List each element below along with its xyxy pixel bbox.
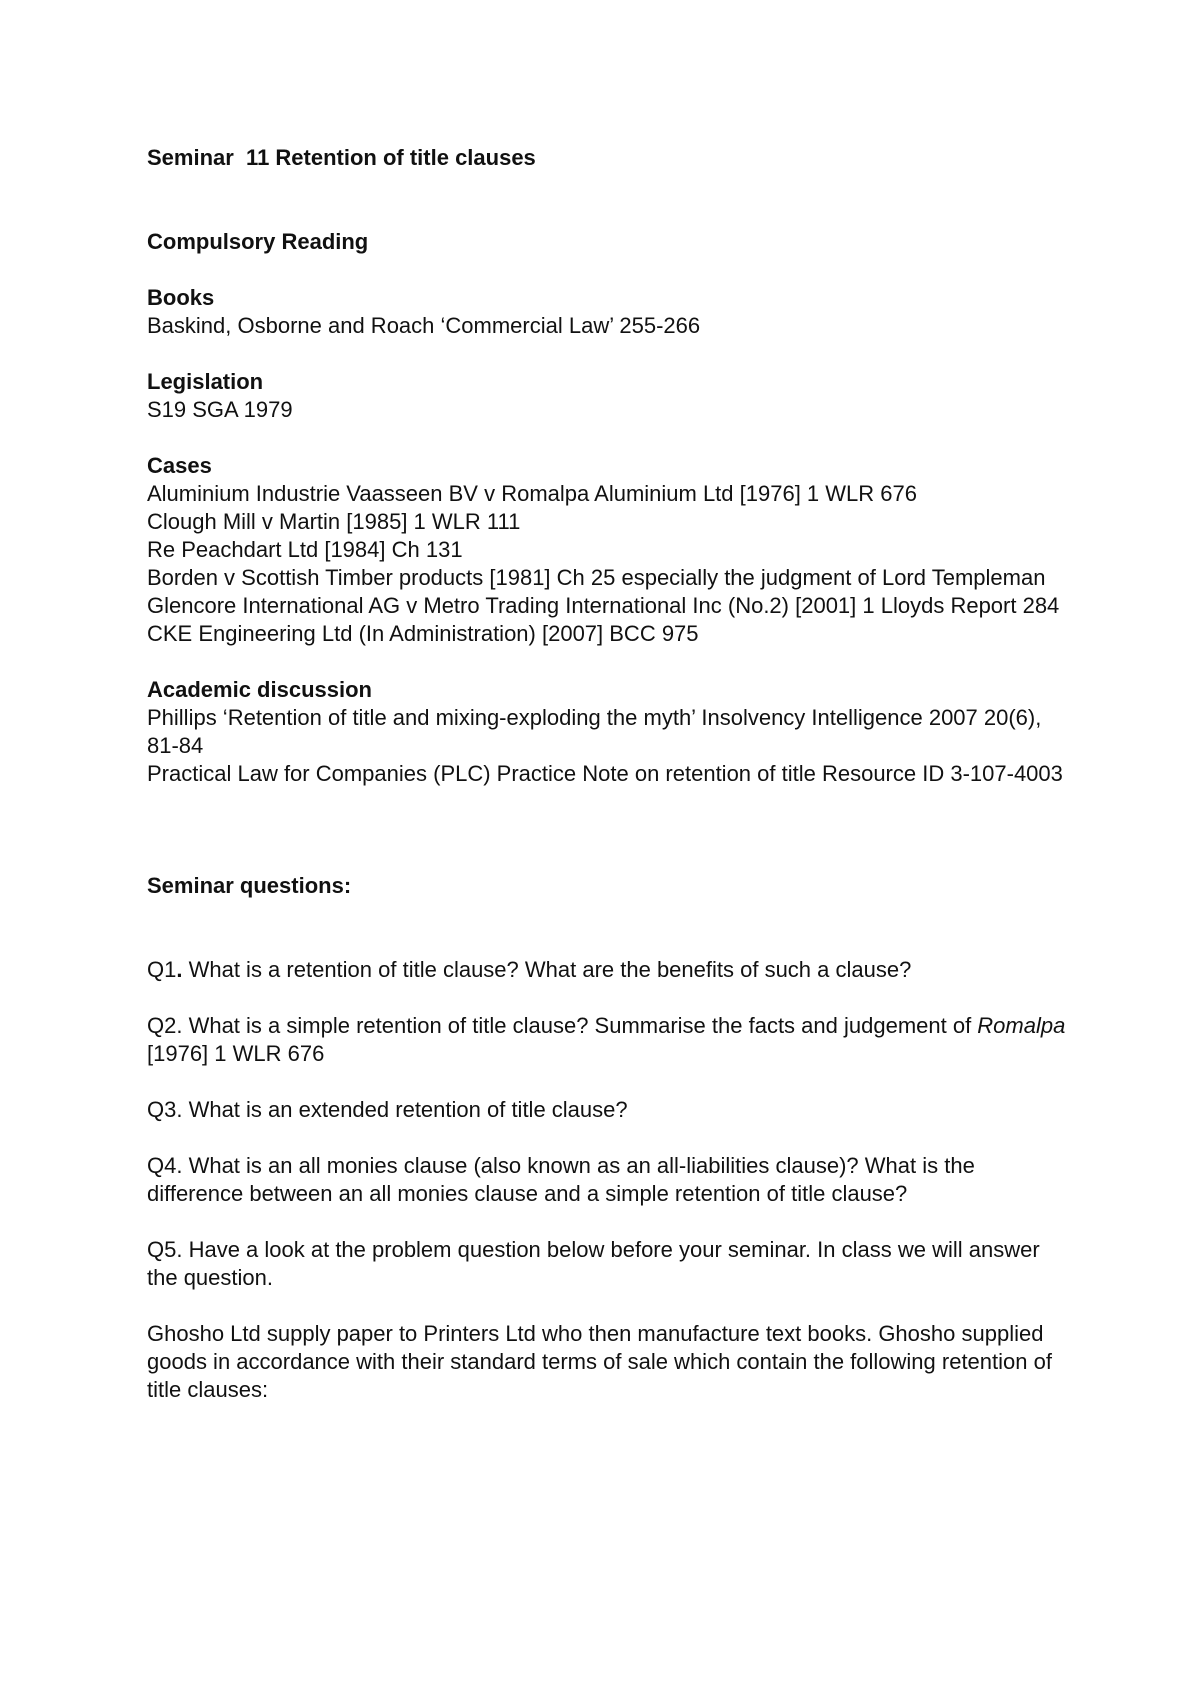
cases-heading: Cases xyxy=(147,453,212,478)
case-item: Clough Mill v Martin [1985] 1 WLR 111 xyxy=(147,509,521,534)
document-title: Seminar 11 Retention of title clauses xyxy=(147,145,536,170)
question-1-text: What is a retention of title clause? What are the benefits of such a clause? xyxy=(182,957,912,982)
spacer xyxy=(147,340,1067,368)
question-2-citation: [1976] 1 WLR 676 xyxy=(147,1041,325,1066)
document-page xyxy=(147,144,1067,1404)
question-2-text: Q2. What is a simple retention of title clause? Summarise the facts and judgement of xyxy=(147,1013,978,1038)
spacer xyxy=(147,900,1067,956)
spacer xyxy=(147,788,1067,872)
spacer xyxy=(147,256,1067,284)
spacer xyxy=(147,172,1067,228)
spacer xyxy=(147,648,1067,676)
academic-item: Practical Law for Companies (PLC) Practice Note on retention of title Resource ID 3-107-4003 xyxy=(147,761,1063,786)
question-2 xyxy=(147,1012,1067,1068)
spacer xyxy=(147,1068,1067,1096)
question-1 xyxy=(147,956,1067,984)
seminar-questions-heading: Seminar questions: xyxy=(147,873,352,898)
spacer xyxy=(147,1292,1067,1320)
case-item: CKE Engineering Ltd (In Administration) [2007] BCC 975 xyxy=(147,621,699,646)
question-1-dot: . xyxy=(176,957,183,982)
spacer xyxy=(147,424,1067,452)
book-item: Baskind, Osborne and Roach ‘Commercial Law’ 255-266 xyxy=(147,313,701,338)
problem-text: Ghosho Ltd supply paper to Printers Ltd who then manufacture text books. Ghosho supplied goods in accordance with their standard terms of sale which contain the following retention of title clauses: xyxy=(147,1321,1052,1402)
legislation-heading: Legislation xyxy=(147,369,264,394)
question-3: Q3. What is an extended retention of title clause? xyxy=(147,1097,628,1122)
spacer xyxy=(147,984,1067,1012)
spacer xyxy=(147,1208,1067,1236)
spacer xyxy=(147,1124,1067,1152)
question-1-number: Q1 xyxy=(147,957,177,982)
academic-item: Phillips ‘Retention of title and mixing-exploding the myth’ Insolvency Intelligence 2007 20(6), 81-84 xyxy=(147,705,1042,758)
question-5: Q5. Have a look at the problem question below before your seminar. In class we will answer the question. xyxy=(147,1237,1040,1290)
case-item: Re Peachdart Ltd [1984] Ch 131 xyxy=(147,537,463,562)
compulsory-reading-heading: Compulsory Reading xyxy=(147,229,369,254)
academic-discussion-heading: Academic discussion xyxy=(147,677,372,702)
legislation-item: S19 SGA 1979 xyxy=(147,397,293,422)
case-item: Borden v Scottish Timber products [1981] Ch 25 especially the judgment of Lord Templeman xyxy=(147,565,1046,590)
case-item: Glencore International AG v Metro Trading International Inc (No.2) [2001] 1 Lloyds Report 284 xyxy=(147,593,1060,618)
question-4: Q4. What is an all monies clause (also known as an all-liabilities clause)? What is the difference between an all monies clause and a simple retention of title clause? xyxy=(147,1153,975,1206)
case-item: Aluminium Industrie Vaasseen BV v Romalpa Aluminium Ltd [1976] 1 WLR 676 xyxy=(147,481,917,506)
books-heading: Books xyxy=(147,285,215,310)
question-2-case-name: Romalpa xyxy=(977,1013,1066,1038)
